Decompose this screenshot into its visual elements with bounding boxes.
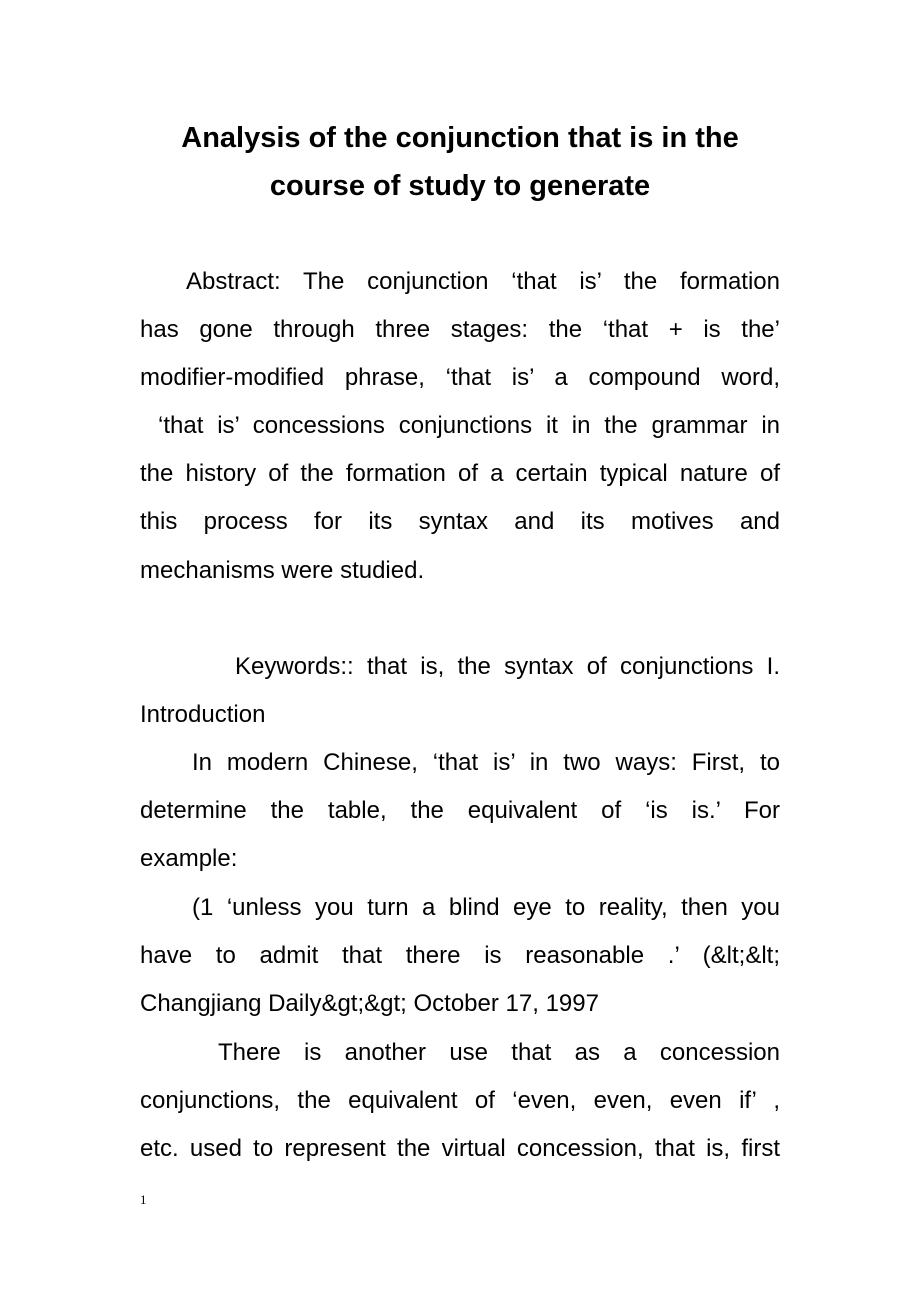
document-title-line-2: course of study to generate	[269, 170, 651, 202]
concession-line-2: conjunctions, the equivalent of ‘even, even, even if’ ,	[140, 1087, 780, 1114]
example-line-2: have to admit that there is reasonable .’ (&lt;&lt;	[140, 942, 780, 969]
concession-line-1: There is another use that as a concession	[218, 1039, 780, 1066]
keywords-line-2: Introduction	[140, 701, 266, 728]
intro-line-2: determine the table, the equivalent of ‘is is.’ For	[140, 797, 780, 824]
abstract-line-7: mechanisms were studied.	[140, 557, 425, 584]
abstract-line-1: Abstract: The conjunction ‘that is’ the formation	[186, 268, 780, 295]
abstract-line-5: the history of the formation of a certain typical nature of	[140, 460, 780, 487]
concession-line-3: etc. used to represent the virtual concession, that is, first	[140, 1135, 780, 1162]
abstract-line-2: has gone through three stages: the ‘that + is the’	[140, 316, 780, 343]
keywords-line-1: Keywords:: that is, the syntax of conjunctions I.	[235, 653, 780, 680]
document-title-line-1: Analysis of the conjunction that is in the	[181, 122, 739, 154]
example-line-3: Changjiang Daily&gt;&gt; October 17, 1997	[140, 990, 599, 1017]
example-line-1: (1 ‘unless you turn a blind eye to reality, then you	[192, 894, 780, 921]
intro-line-1: In modern Chinese, ‘that is’ in two ways: First, to	[192, 749, 780, 776]
abstract-line-4: ‘that is’ concessions conjunctions it in the grammar in	[158, 412, 780, 439]
abstract-line-6: this process for its syntax and its motives and	[140, 508, 780, 535]
intro-line-3: example:	[140, 845, 238, 872]
abstract-line-3: modifier-modified phrase, ‘that is’ a compound word,	[140, 364, 780, 391]
page-number: 1	[140, 1192, 147, 1207]
